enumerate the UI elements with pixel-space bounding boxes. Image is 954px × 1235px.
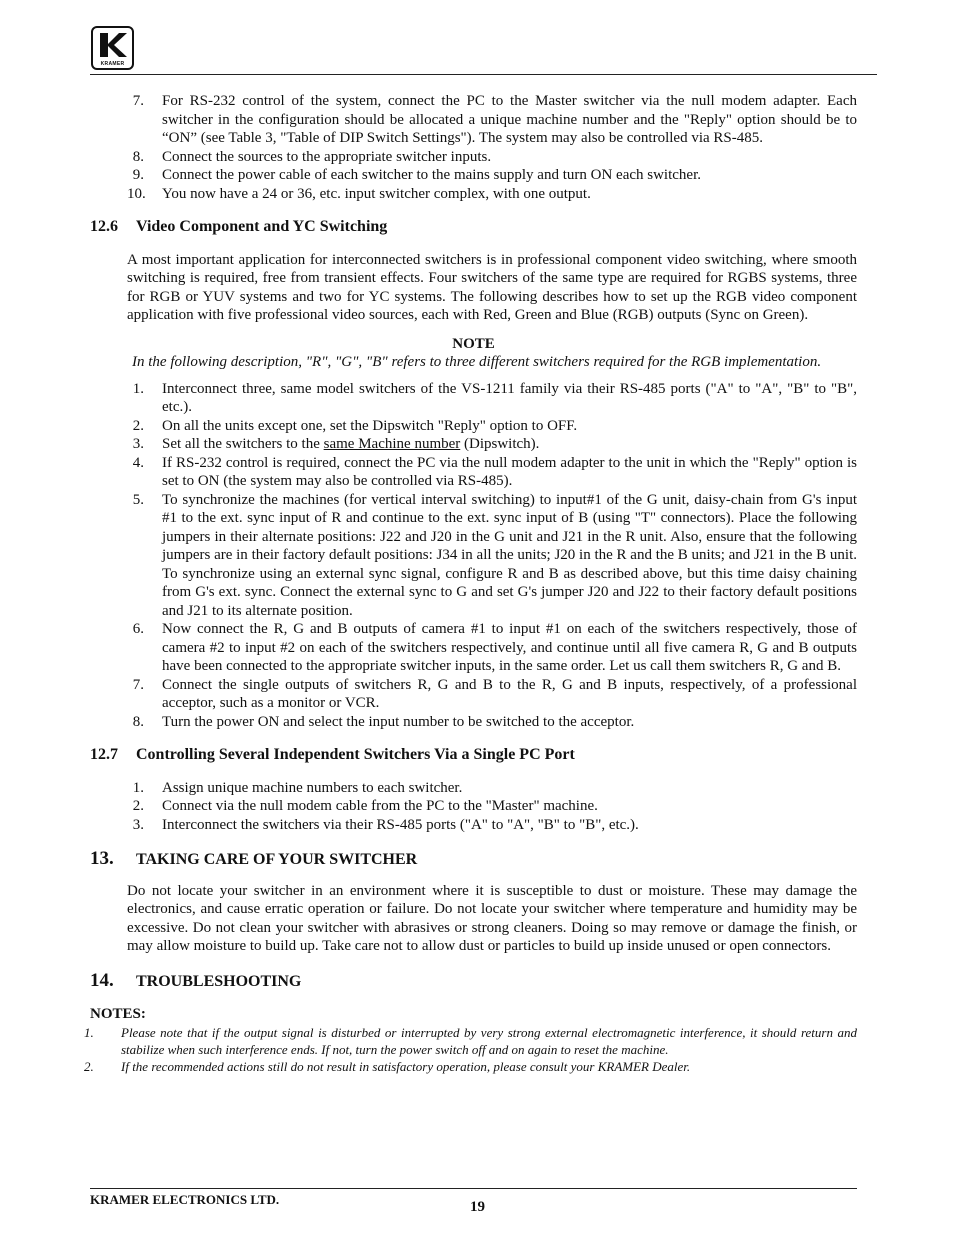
kramer-k-icon bbox=[97, 31, 128, 61]
list-item: 1. Assign unique machine numbers to each switcher. bbox=[132, 779, 463, 796]
list-item: 2. On all the units except one, set the Dipswitch "Reply" option to OFF. bbox=[132, 417, 578, 434]
list-item: 6. Now connect the R, G and B outputs of camera #1 to input #1 on each of the switchers respectively, those of camera #2 to input #2 on each of the switchers respectively, and continue until all five camera R, G and B outputs have been connected to the appropriate switcher inputs, in the same order. Let us call them switchers R, G and B. bbox=[132, 621, 857, 674]
section-heading-12-6: 12.6 Video Component and YC Switching bbox=[90, 218, 388, 235]
list-item: 8. Turn the power ON and select the input number to be switched to the acceptor. bbox=[132, 713, 635, 730]
notes-list bbox=[84, 1024, 857, 1075]
note-heading: NOTE bbox=[452, 335, 495, 352]
section-heading-12-7: 12.7 Controlling Several Independent Switchers Via a Single PC Port bbox=[90, 746, 575, 763]
footer-company: KRAMER ELECTRONICS LTD. bbox=[90, 1192, 280, 1207]
list-continued bbox=[90, 92, 857, 203]
list-item: 10. You now have a 24 or 36, etc. input switcher complex, with one output. bbox=[127, 185, 591, 202]
list-item: 1. Interconnect three, same model switchers of the VS-1211 family via their RS-485 ports ("A" to "A", "B" to "B", etc.). bbox=[132, 380, 857, 415]
chapter-paragraph: Do not locate your switcher in an environment where it is susceptible to dust or moisture. These may damage the electronics, and cause erratic operation or failure. Do not locate your switcher where temperature and humidity may be excessive. Do not clean your switcher with abrasives or strong cleaners. Doing so may remove or damage the finish, or may allow moisture to build up. Take care not to allow dust or particles to build up inside unused or open connectors. bbox=[127, 882, 857, 954]
list-item: 8. Connect the sources to the appropriate switcher inputs. bbox=[132, 148, 492, 165]
list-item: 7. Connect the single outputs of switchers R, G and B to the R, G and B inputs, respectively, of a professional acceptor, such as a monitor or VCR. bbox=[132, 676, 857, 711]
chapter-heading-14: 14. TROUBLESHOOTING bbox=[90, 969, 302, 991]
list-item: 7. For RS-232 control of the system, connect the PC to the Master switcher via the null modem adapter. Each switcher in the configuration should be allocated a unique machine number and the "Reply" option should be to “ON” (see Table 3, "Table of DIP Switch Settings"). The system may also be controlled via RS-485. bbox=[132, 93, 857, 146]
underlined-term: same Machine number bbox=[323, 436, 461, 452]
page-number: 19 bbox=[470, 1199, 485, 1215]
list-item: 3. Set all the switchers to the same Machine number (Dipswitch). bbox=[132, 436, 540, 452]
kramer-logo bbox=[91, 26, 134, 70]
chapter-heading-13: 13. TAKING CARE OF YOUR SWITCHER bbox=[90, 848, 418, 869]
list-item: 4. If RS-232 control is required, connect the PC via the null modem adapter to the unit in which the "Reply" option is set to ON (the system may also be controlled via RS-485). bbox=[132, 454, 857, 489]
logo-text: KRAMER bbox=[100, 61, 125, 67]
note-text: In the following description, "R", "G", "B" refers to three different switchers required for the RGB implementation. bbox=[132, 354, 822, 370]
list-item: 3. Interconnect the switchers via their RS-485 ports ("A" to "A", "B" to "B", etc.). bbox=[132, 816, 639, 833]
header-rule bbox=[90, 74, 877, 75]
section-paragraph: A most important application for interconnected switchers is in professional component video switching, where smooth switching is required, free from transient effects. Four switchers of the same type are required for RGBS systems, three for RGB or YUV systems and two for YC systems. The following describes how to set up the RGB video component application with five professional video sources, each with Red, Green and Blue (RGB) outputs (Sync on Green). bbox=[127, 251, 857, 323]
steps-list-12-6 bbox=[90, 380, 857, 732]
footer-rule bbox=[90, 1188, 857, 1189]
page-content bbox=[84, 92, 857, 1075]
list-item: 5. To synchronize the machines (for vertical interval switching) to input#1 of the G unit, daisy-chain from G's input #1 to the ext. sync input of R and continue to the ext. sync input of B (using "T" connectors). Place the following jumpers in their alternate positions: J22 and J20 in the G unit and J21 in the R unit. Also, ensure that the following jumpers are in their factory default positions: J34 in all the units; J20 in the R and the B units; and J21 in the B unit. To synchronize using an external sync signal, configure R and B as described above, but this time daisy chaining from G's ext. sync. Connect the external sync to G and set G's jumper J20 and J22 to their factory default positions and J21 to its alternate position. bbox=[132, 491, 857, 619]
list-item: 9. Connect the power cable of each switcher to the mains supply and turn ON each switcher. bbox=[132, 167, 701, 183]
list-item: 1. Please note that if the output signal is disturbed or interrupted by very strong external electromagnetic interference, it should return and stabilize when such interference ends. If not, turn the power switch off and on again to reset the machine. bbox=[84, 1024, 857, 1057]
steps-list-12-7 bbox=[90, 779, 857, 835]
list-item: 2. If the recommended actions still do not result in satisfactory operation, please consult your KRAMER Dealer. bbox=[84, 1058, 691, 1074]
notes-heading: NOTES: bbox=[90, 1006, 146, 1022]
list-item: 2. Connect via the null modem cable from the PC to the "Master" machine. bbox=[132, 798, 598, 814]
